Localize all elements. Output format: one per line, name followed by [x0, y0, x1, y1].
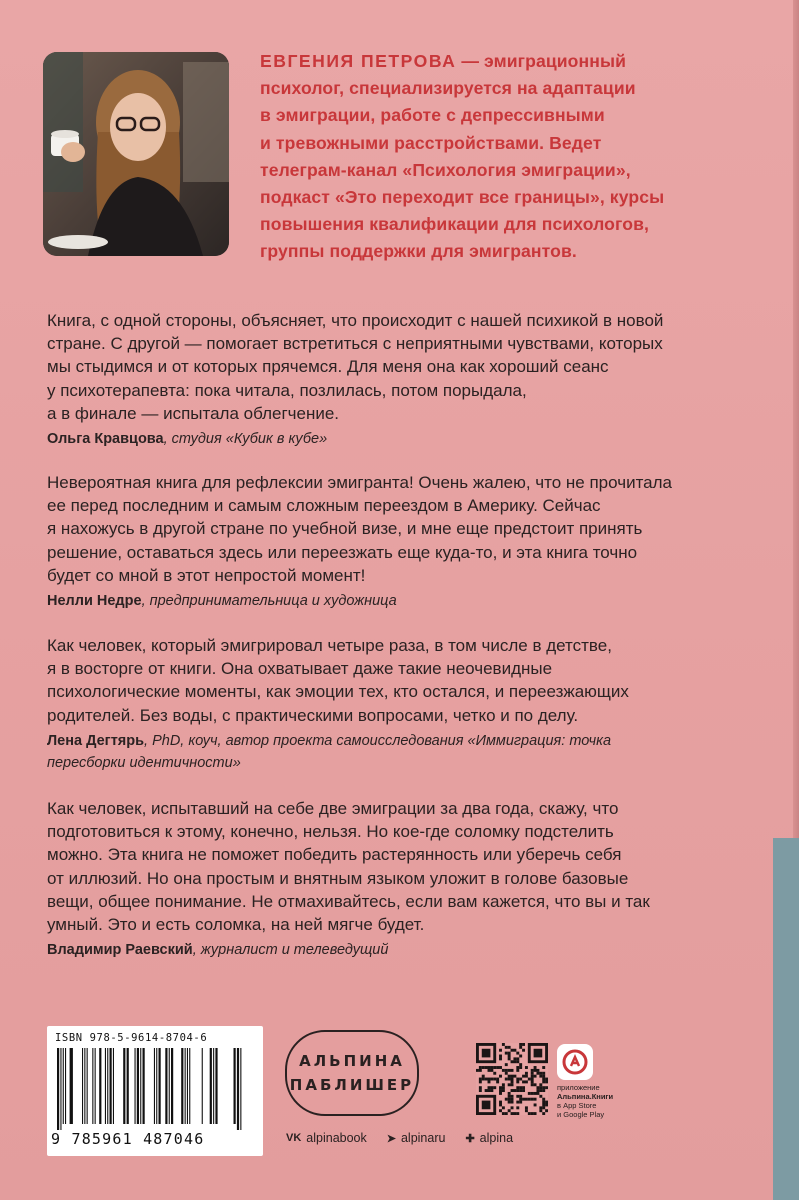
qr-module — [531, 1092, 534, 1095]
review-text-line: будет со мной в этот непростой момент! — [47, 565, 366, 585]
qr-module — [511, 1060, 514, 1063]
qr-module — [490, 1089, 493, 1092]
qr-module — [542, 1072, 545, 1075]
barcode-bar — [82, 1048, 83, 1124]
qr-module — [522, 1089, 525, 1092]
qr-module — [539, 1072, 542, 1075]
barcode-bar — [123, 1048, 125, 1124]
barcode-bar — [159, 1048, 161, 1124]
qr-module — [511, 1069, 514, 1072]
qr-module — [542, 1112, 545, 1115]
author-bio-line: повышения квалификации для психологов, — [260, 214, 649, 235]
qr-module — [525, 1109, 528, 1112]
review-text-line: подготовиться к этому, конечно, нельзя. Но кое-где соломку подстелить — [47, 822, 614, 842]
qr-module — [502, 1106, 505, 1109]
qr-module — [505, 1063, 508, 1066]
qr-module — [542, 1066, 545, 1069]
review-1 — [47, 309, 767, 450]
qr-module — [479, 1089, 482, 1092]
qr-module — [522, 1098, 525, 1101]
barcode-bar — [127, 1048, 129, 1124]
qr-module — [522, 1080, 525, 1083]
qr-module — [519, 1055, 522, 1058]
publisher-logo — [285, 1030, 419, 1116]
qr-module — [485, 1066, 488, 1069]
barcode-bar — [156, 1048, 157, 1124]
review-text-line: от иллюзий. Но она простым и внятным языком уложит в голове базовые — [47, 868, 629, 888]
barcode-bar — [87, 1048, 88, 1124]
qr-module — [542, 1101, 545, 1104]
qr-module — [542, 1098, 545, 1101]
qr-module — [511, 1089, 514, 1092]
barcode-digits: 9 785961 487046 — [51, 1130, 205, 1148]
qr-module — [525, 1098, 528, 1101]
social-telegram[interactable] — [387, 1131, 446, 1145]
publisher-logo-line: ПАБЛИШЕР — [289, 1076, 415, 1094]
qr-module — [545, 1086, 548, 1089]
social-vk[interactable] — [286, 1131, 367, 1145]
qr-module — [508, 1052, 511, 1055]
qr-module — [493, 1086, 496, 1089]
review-4 — [47, 797, 767, 961]
review-text-line: а в финале — испытала облегчение. — [47, 403, 340, 423]
qr-module — [536, 1069, 539, 1072]
qr-module — [531, 1112, 534, 1115]
qr-module — [499, 1075, 502, 1078]
qr-module — [534, 1103, 537, 1106]
qr-module — [539, 1106, 542, 1109]
author-bio-line: — эмиграционный — [456, 51, 627, 71]
barcode-bar — [135, 1048, 136, 1124]
qr-module — [508, 1078, 511, 1081]
barcode-bar — [57, 1048, 59, 1130]
reviewer-role: , журналист и телеведущий — [192, 942, 389, 959]
alpina-app-icon — [557, 1044, 593, 1080]
qr-module — [534, 1075, 537, 1078]
qr-module — [499, 1086, 502, 1089]
qr-module — [499, 1089, 502, 1092]
barcode-bar — [95, 1048, 96, 1124]
qr-module — [542, 1078, 545, 1081]
review-3 — [47, 634, 767, 774]
barcode-bar — [65, 1048, 66, 1124]
qr-module — [531, 1083, 534, 1086]
review-text-line: ее перед последним и самым сложным переездом в Америку. Сейчас — [47, 496, 601, 516]
qr-module — [499, 1066, 502, 1069]
qr-module — [488, 1078, 491, 1081]
social-links — [286, 1131, 626, 1145]
qr-module — [499, 1109, 502, 1112]
qr-module — [505, 1112, 508, 1115]
app-promo-line: в App Store — [557, 1101, 597, 1110]
review-text-line: вещи, общее понимание. Не отмахивайтесь, если вам кажется, что вы и так — [47, 891, 650, 911]
qr-module — [508, 1095, 511, 1098]
qr-module — [511, 1080, 514, 1083]
qr-module — [488, 1086, 491, 1089]
qr-module — [525, 1075, 528, 1078]
qr-module — [505, 1046, 508, 1049]
barcode-bar — [171, 1048, 173, 1124]
qr-module — [534, 1112, 537, 1115]
qr-module — [545, 1103, 548, 1106]
qr-module — [519, 1066, 522, 1069]
author-bio-line: психолог, специализируется на адаптации — [260, 78, 636, 99]
qr-module — [519, 1098, 522, 1101]
barcode-bar — [140, 1048, 141, 1124]
qr-module — [513, 1049, 516, 1052]
review-text-line: Как человек, испытавший на себе две эмиграции за два года, скажу, что — [47, 799, 619, 818]
qr-module — [508, 1075, 511, 1078]
barcode-bar — [202, 1048, 203, 1124]
qr-module — [516, 1052, 519, 1055]
barcode-bar — [110, 1048, 112, 1124]
qr-module — [490, 1078, 493, 1081]
qr-module — [511, 1049, 514, 1052]
qr-module — [528, 1078, 531, 1081]
qr-module — [545, 1078, 548, 1081]
qr-module — [534, 1066, 537, 1069]
vk-icon: VK — [286, 1132, 302, 1144]
author-bio-line: подкаст «Это переходит все границы», курсы — [260, 187, 665, 208]
qr-module — [488, 1089, 491, 1092]
qr-module — [522, 1075, 525, 1078]
qr-module — [496, 1078, 499, 1081]
qr-module — [488, 1069, 491, 1072]
review-text-line: решение, оставаться здесь или переезжать еще куда-то, и эта книга точно — [47, 542, 638, 562]
qr-module — [505, 1078, 508, 1081]
qr-module — [482, 1066, 485, 1069]
social-dzen[interactable] — [465, 1131, 513, 1145]
app-promo-line: приложение — [557, 1083, 600, 1092]
barcode-bars — [55, 1048, 255, 1130]
qr-module — [516, 1060, 519, 1063]
qr-finder — [534, 1049, 543, 1058]
qr-module — [539, 1083, 542, 1086]
qr-module — [508, 1069, 511, 1072]
qr-module — [502, 1089, 505, 1092]
qr-module — [516, 1078, 519, 1081]
qr-module — [511, 1095, 514, 1098]
reviewer-role: , PhD, коуч, автор проекта самоисследования «Иммиграция: точка — [144, 732, 612, 749]
qr-module — [513, 1089, 516, 1092]
review-text-line: психологические моменты, как эмоции тех, кто остался, и переезжающих — [47, 682, 629, 702]
qr-module — [516, 1057, 519, 1060]
qr-module — [542, 1086, 545, 1089]
review-2 — [47, 471, 767, 612]
barcode-bar — [60, 1048, 61, 1130]
qr-module — [511, 1101, 514, 1104]
qr-module — [519, 1095, 522, 1098]
qr-finder — [482, 1049, 491, 1058]
qr-module — [516, 1080, 519, 1083]
qr-module — [516, 1089, 519, 1092]
qr-module — [479, 1066, 482, 1069]
qr-module — [513, 1057, 516, 1060]
author-bio — [260, 48, 760, 266]
qr-module — [490, 1069, 493, 1072]
qr-module — [542, 1106, 545, 1109]
qr-module — [488, 1066, 491, 1069]
telegram-icon: ➤ — [386, 1132, 396, 1145]
review-attribution — [47, 730, 767, 752]
qr-module — [511, 1075, 514, 1078]
barcode-bar — [189, 1048, 190, 1124]
qr-module — [499, 1049, 502, 1052]
qr-module — [516, 1069, 519, 1072]
qr-module — [534, 1098, 537, 1101]
qr-module — [536, 1089, 539, 1092]
app-promo — [557, 1083, 637, 1119]
qr-module — [488, 1080, 491, 1083]
reviewer-name: Нелли Недре — [47, 593, 142, 610]
barcode-bar — [210, 1048, 212, 1124]
qr-module — [511, 1083, 514, 1086]
barcode-bar — [240, 1048, 241, 1130]
review-text-line: я нахожусь в другой стране по учебной визе, и мне еще предстоит принять — [47, 519, 643, 539]
qr-module — [525, 1072, 528, 1075]
qr-module — [528, 1112, 531, 1115]
qr-module — [499, 1057, 502, 1060]
qr-module — [505, 1052, 508, 1055]
review-text-line: Книга, с одной стороны, объясняет, что происходит с нашей психикой в новой — [47, 311, 664, 330]
review-attribution — [47, 939, 767, 961]
qr-module — [522, 1043, 525, 1046]
qr-module — [545, 1101, 548, 1104]
qr-module — [531, 1072, 534, 1075]
review-text-line: Невероятная книга для рефлексии эмигранта! Очень жалею, что не прочитала — [47, 473, 672, 492]
barcode-bar — [165, 1048, 167, 1124]
barcode-bar — [105, 1048, 106, 1124]
qr-module — [479, 1078, 482, 1081]
qr-module — [516, 1066, 519, 1069]
qr-module — [496, 1080, 499, 1083]
qr-module — [539, 1086, 542, 1089]
qr-module — [511, 1112, 514, 1115]
qr-module — [522, 1049, 525, 1052]
barcode-bar — [63, 1048, 64, 1124]
qr-module — [525, 1080, 528, 1083]
qr-module — [499, 1055, 502, 1058]
qr-module — [534, 1069, 537, 1072]
author-bio-line: телеграм-канал «Психология эмиграции», — [260, 159, 631, 180]
qr-module — [516, 1112, 519, 1115]
qr-module — [508, 1092, 511, 1095]
qr-module — [508, 1046, 511, 1049]
qr-module — [519, 1086, 522, 1089]
dzen-icon: ✚ — [465, 1132, 475, 1145]
qr-module — [513, 1075, 516, 1078]
qr-module — [490, 1066, 493, 1069]
qr-module — [502, 1112, 505, 1115]
barcode-bar — [237, 1048, 239, 1130]
qr-module — [516, 1106, 519, 1109]
qr-module — [519, 1046, 522, 1049]
qr-module — [531, 1075, 534, 1078]
qr-module — [499, 1103, 502, 1106]
qr-module — [516, 1095, 519, 1098]
qr-finder — [482, 1101, 491, 1110]
qr-module — [485, 1078, 488, 1081]
review-text-line: Как человек, который эмигрировал четыре раза, в том числе в детстве, — [47, 636, 612, 655]
qr-module — [502, 1043, 505, 1046]
qr-module — [531, 1098, 534, 1101]
qr-module — [502, 1086, 505, 1089]
qr-module — [542, 1089, 545, 1092]
qr-module — [511, 1078, 514, 1081]
review-text-line: у психотерапевта: пока читала, позлилась, потом порыдала, — [47, 380, 527, 400]
qr-module — [496, 1066, 499, 1069]
qr-module — [493, 1066, 496, 1069]
review-text-line: можно. Эта книга не поможет победить растерянность или уберечь себя — [47, 845, 622, 865]
barcode-bar — [92, 1048, 93, 1124]
barcode-bar — [107, 1048, 108, 1124]
barcode-bar — [70, 1048, 73, 1124]
review-text-line: умный. Это и есть соломка, на ней мягче будет. — [47, 915, 425, 935]
qr-module — [513, 1060, 516, 1063]
reviewer-role: пересборки идентичности» — [47, 754, 241, 771]
qr-module — [516, 1101, 519, 1104]
qr-code — [476, 1043, 548, 1115]
qr-module — [545, 1080, 548, 1083]
review-text-line: я в восторге от книги. Она охватывает даже такие неочевидные — [47, 659, 553, 679]
review-attribution — [47, 428, 767, 450]
qr-module — [502, 1083, 505, 1086]
barcode-bar — [169, 1048, 170, 1124]
author-photo — [43, 52, 229, 256]
qr-module — [482, 1075, 485, 1078]
teal-strip — [773, 838, 799, 1200]
qr-module — [482, 1078, 485, 1081]
qr-module — [522, 1086, 525, 1089]
barcode-bar — [181, 1048, 183, 1124]
qr-module — [528, 1092, 531, 1095]
qr-module — [519, 1063, 522, 1066]
qr-module — [508, 1083, 511, 1086]
qr-module — [499, 1092, 502, 1095]
qr-module — [539, 1075, 542, 1078]
reviewer-role: , студия «Кубик в кубе» — [163, 431, 328, 448]
qr-module — [534, 1083, 537, 1086]
reviewer-name: Ольга Кравцова — [47, 431, 164, 448]
qr-module — [539, 1109, 542, 1112]
qr-module — [525, 1106, 528, 1109]
qr-module — [542, 1080, 545, 1083]
qr-module — [508, 1109, 511, 1112]
barcode-bar — [143, 1048, 145, 1124]
reviewer-name: Владимир Раевский — [47, 942, 193, 959]
review-text-line: родителей. Без воды, с практическими вопросами, четко и по делу. — [47, 705, 579, 725]
barcode-bar — [84, 1048, 85, 1124]
qr-module — [531, 1080, 534, 1083]
qr-module — [534, 1092, 537, 1095]
review-attribution — [47, 590, 767, 612]
qr-module — [531, 1078, 534, 1081]
barcode-bar — [113, 1048, 114, 1124]
barcode-bar — [187, 1048, 188, 1124]
author-bio-line: группы поддержки для эмигрантов. — [260, 241, 577, 262]
qr-module — [536, 1072, 539, 1075]
qr-module — [479, 1069, 482, 1072]
barcode-bar — [215, 1048, 217, 1124]
qr-module — [536, 1086, 539, 1089]
qr-module — [508, 1098, 511, 1101]
app-promo-line: и Google Play — [557, 1110, 605, 1119]
publisher-logo-line: АЛЬПИНА — [299, 1052, 405, 1070]
qr-module — [545, 1109, 548, 1112]
qr-module — [536, 1092, 539, 1095]
qr-module — [539, 1089, 542, 1092]
barcode-bar — [213, 1048, 214, 1124]
review-text-line: мы стыдимся и от которых прячемся. Для меня она как хороший сеанс — [47, 357, 609, 377]
qr-module — [513, 1112, 516, 1115]
qr-module — [490, 1086, 493, 1089]
qr-module — [476, 1069, 479, 1072]
qr-module — [528, 1098, 531, 1101]
qr-module — [499, 1101, 502, 1104]
app-promo-line: Альпина.Книги — [557, 1092, 614, 1101]
qr-module — [502, 1069, 505, 1072]
qr-module — [479, 1086, 482, 1089]
barcode-bar — [137, 1048, 139, 1124]
barcode-bar — [234, 1048, 236, 1124]
qr-module — [542, 1075, 545, 1078]
qr-module — [505, 1069, 508, 1072]
qr-module — [511, 1098, 514, 1101]
qr-module — [508, 1057, 511, 1060]
reviewer-role: , предпринимательница и художница — [141, 593, 397, 610]
qr-module — [539, 1095, 542, 1098]
barcode-bar — [185, 1048, 186, 1124]
social-label: alpina — [479, 1131, 514, 1145]
qr-module — [511, 1106, 514, 1109]
qr-module — [485, 1089, 488, 1092]
qr-module — [508, 1101, 511, 1104]
barcode-bar — [99, 1048, 101, 1124]
review-text-line: стране. С другой — помогает встретиться с неприятными чувствами, которых — [47, 334, 663, 354]
qr-module — [542, 1103, 545, 1106]
qr-module — [505, 1098, 508, 1101]
author-bio-line: и тревожными расстройствами. Ведет — [260, 132, 602, 153]
qr-module — [493, 1072, 496, 1075]
qr-module — [493, 1078, 496, 1081]
author-bio-line: в эмиграции, работе с депрессивными — [260, 105, 605, 126]
qr-module — [505, 1072, 508, 1075]
social-label: alpinabook — [306, 1131, 367, 1145]
author-name: ЕВГЕНИЯ ПЕТРОВА — [260, 51, 457, 71]
qr-module — [519, 1043, 522, 1046]
qr-module — [525, 1066, 528, 1069]
qr-module — [516, 1086, 519, 1089]
social-label: alpinaru — [400, 1131, 446, 1145]
isbn-label: ISBN 978-5-9614-8704-6 — [55, 1032, 208, 1044]
barcode — [47, 1026, 263, 1156]
qr-module — [519, 1101, 522, 1104]
qr-module — [519, 1089, 522, 1092]
qr-module — [519, 1078, 522, 1081]
qr-module — [479, 1080, 482, 1083]
barcode-bar — [154, 1048, 155, 1124]
qr-module — [531, 1069, 534, 1072]
reviewer-name: Лена Дегтярь — [47, 732, 145, 749]
qr-module — [508, 1055, 511, 1058]
